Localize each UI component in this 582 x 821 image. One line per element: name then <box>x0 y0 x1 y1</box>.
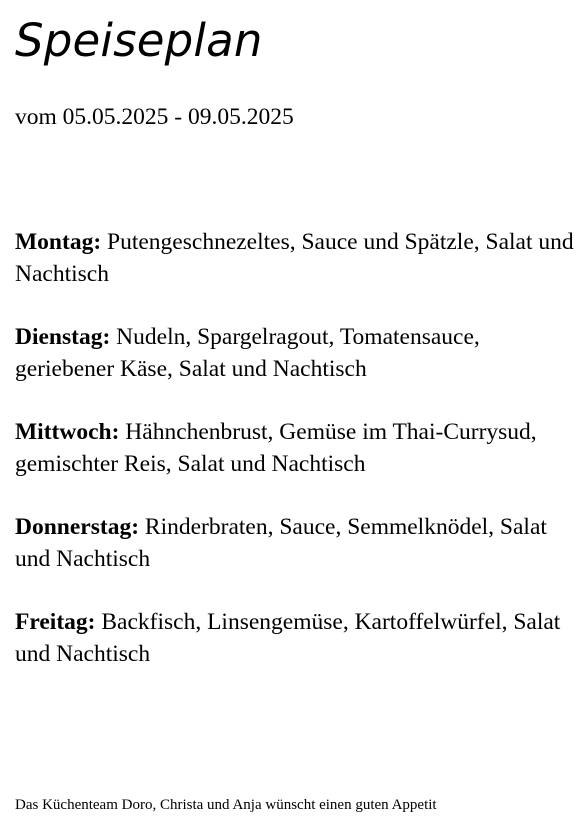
meal-monday: Putengeschnezeltes, Sauce und Spätzle, Salat und Nachtisch <box>15 229 574 287</box>
meal-wednesday: Hähnchenbrust, Gemüse im Thai-Currysud, gemischter Reis, Salat und Nachtisch <box>15 419 537 477</box>
day-name-friday: Freitag: <box>15 609 96 635</box>
menu-entry-tuesday <box>15 322 580 385</box>
menu-entry-friday <box>15 607 580 670</box>
date-range: vom 05.05.2025 - 09.05.2025 <box>15 104 294 130</box>
meal-tuesday: Nudeln, Spargelragout, Tomatensauce, geriebener Käse, Salat und Nachtisch <box>15 324 480 382</box>
day-name-thursday: Donnerstag: <box>15 514 140 540</box>
day-name-tuesday: Dienstag: <box>15 324 111 350</box>
footer-greeting: Das Küchenteam Doro, Christa und Anja wünscht einen guten Appetit <box>15 797 437 813</box>
meal-thursday: Rinderbraten, Sauce, Semmelknödel, Salat und Nachtisch <box>15 514 547 572</box>
page-title: Speiseplan <box>15 14 263 67</box>
menu-entry-wednesday <box>15 417 580 480</box>
day-name-monday: Montag: <box>15 229 102 255</box>
menu-entry-monday <box>15 227 580 290</box>
menu-entry-thursday <box>15 512 580 575</box>
weekly-menu-list <box>15 227 580 702</box>
day-name-wednesday: Mittwoch: <box>15 419 120 445</box>
meal-friday: Backfisch, Linsengemüse, Kartoffelwürfel, Salat und Nachtisch <box>15 609 561 667</box>
